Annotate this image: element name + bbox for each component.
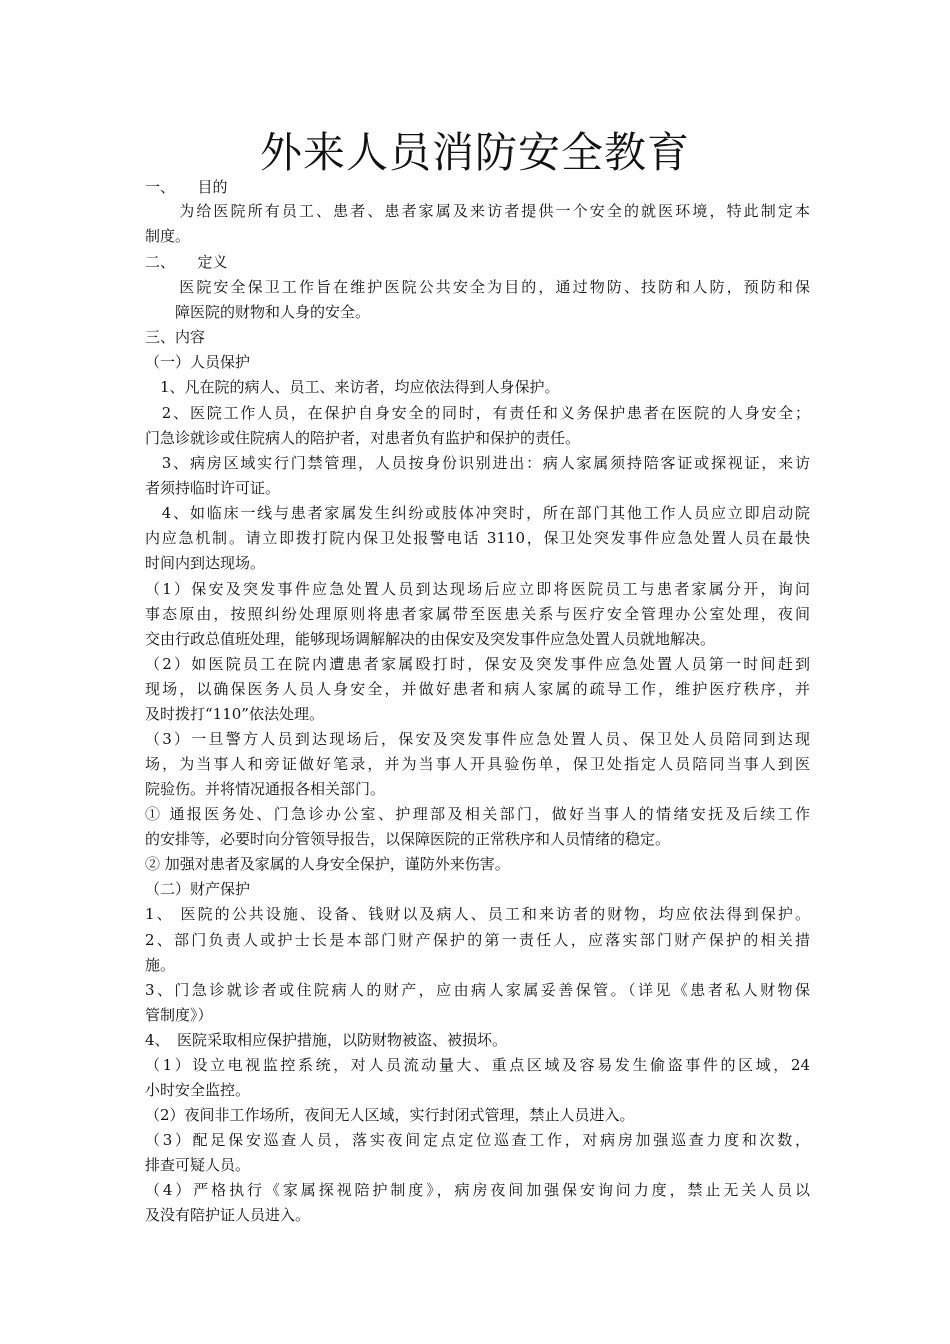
section-heading: 二、 定义 — [145, 253, 228, 271]
paragraph-line: 事态原由，按照纠纷处理原则将患者家属带至医患关系与医疗安全管理办公室处理，夜间 — [145, 605, 810, 623]
paragraph-line: （3）配足保安巡查人员，落实夜间定点定位巡查工作，对病房加强巡查力度和次数， — [145, 1131, 810, 1149]
paragraph-line: 门急诊就诊或住院病人的陪护者，对患者负有监护和保护的责任。 — [145, 429, 581, 447]
paragraph-line: 现场，以确保医务人员人身安全，并做好患者和病人家属的疏导工作，维护医疗秩序，并 — [145, 680, 810, 698]
paragraph-line: （2）夜间非工作场所，夜间无人区域，实行封闭式管理，禁止人员进入。 — [145, 1106, 635, 1124]
paragraph-line: 3、门急诊就诊者或住院病人的财产，应由病人家属妥善保管。（详见《患者私人财物保 — [145, 981, 810, 999]
paragraph-line: ① 通报医务处、门急诊办公室、护理部及相关部门，做好当事人的情绪安抚及后续工作 — [145, 805, 810, 823]
paragraph-line: 及时拨打“110”依法处理。 — [145, 705, 324, 723]
paragraph-line: 管制度》） — [145, 1006, 213, 1024]
paragraph-line: 小时安全监控。 — [145, 1081, 251, 1099]
subsection-heading: （一）人员保护 — [145, 353, 251, 371]
paragraph-line: （2）如医院员工在院内遭患者家属殴打时，保安及突发事件应急处置人员第一时间赶到 — [145, 655, 810, 673]
paragraph-line: （1）保安及突发事件应急处置人员到达现场后应立即将医院员工与患者家属分开，询问 — [145, 580, 810, 598]
paragraph-line: （4）严格执行《家属探视陪护制度》，病房夜间加强保安询问力度，禁止无关人员以 — [145, 1181, 810, 1199]
paragraph-line: 1、 医院的公共设施、设备、钱财以及病人、员工和来访者的财物，均应依法得到保护。 — [145, 905, 810, 923]
paragraph-line: 1、凡在院的病人、员工、来访者，均应依法得到人身保护。 — [145, 378, 560, 396]
section-heading: 三、内容 — [145, 328, 206, 346]
paragraph-line: 施。 — [145, 956, 176, 974]
paragraph-line: 医院安全保卫工作旨在维护医院公共安全为目的，通过物防、技防和人防，预防和保 — [145, 278, 810, 296]
paragraph-line: 为给医院所有员工、患者、患者家属及来访者提供一个安全的就医环境，特此制定本 — [145, 202, 810, 220]
paragraph-line: 障医院的财物和人身的安全。 — [145, 303, 371, 321]
paragraph-line: 交由行政总值班处理，能够现场调解解决的由保安及突发事件应急处置人员就地解决。 — [145, 630, 716, 648]
paragraph-line: （3）一旦警方人员到达现场后，保安及突发事件应急处置人员、保卫处人员陪同到达现 — [145, 730, 810, 748]
paragraph-line: 排查可疑人员。 — [145, 1156, 251, 1174]
paragraph-line: （1）设立电视监控系统，对人员流动量大、重点区域及容易发生偷盗事件的区域，24 — [145, 1056, 810, 1074]
paragraph-line: 4、 医院采取相应保护措施，以防财物被盗、被损坏。 — [145, 1031, 508, 1049]
paragraph-line: 及没有陪护证人员进入。 — [145, 1206, 311, 1224]
subsection-heading: （二）财产保护 — [145, 880, 251, 898]
paragraph-line: 场，为当事人和旁证做好笔录，并为当事人开具验伤单，保卫处指定人员陪同当事人到医 — [145, 755, 810, 773]
document-title: 外来人员消防安全教育 — [259, 128, 690, 177]
paragraph-line: 3、病房区域实行门禁管理，人员按身份识别进出：病人家属须持陪客证或探视证，来访 — [145, 454, 810, 472]
paragraph-line: 者须持临时许可证。 — [145, 479, 281, 497]
paragraph-line: 院验伤。并将情况通报各相关部门。 — [145, 780, 386, 798]
paragraph-line: 内应急机制。请立即拨打院内保卫处报警电话 3110，保卫处突发事件应急处置人员在最快 — [145, 529, 810, 547]
section-heading: 一、 目的 — [145, 178, 228, 196]
paragraph-line: 制度。 — [145, 227, 191, 245]
paragraph-line: 2、医院工作人员，在保护自身安全的同时，有责任和义务保护患者在医院的人身安全； — [145, 404, 810, 422]
paragraph-line: 的安排等，必要时向分管领导报告，以保障医院的正常秩序和人员情绪的稳定。 — [145, 830, 671, 848]
paragraph-line: 4、如临床一线与患者家属发生纠纷或肢体冲突时，所在部门其他工作人员应立即启动院 — [145, 504, 810, 522]
paragraph-line: ② 加强对患者及家属的人身安全保护，谨防外来伤害。 — [145, 855, 510, 873]
paragraph-line: 时间内到达现场。 — [145, 554, 266, 572]
paragraph-line: 2、部门负责人或护士长是本部门财产保护的第一责任人，应落实部门财产保护的相关措 — [145, 931, 810, 949]
